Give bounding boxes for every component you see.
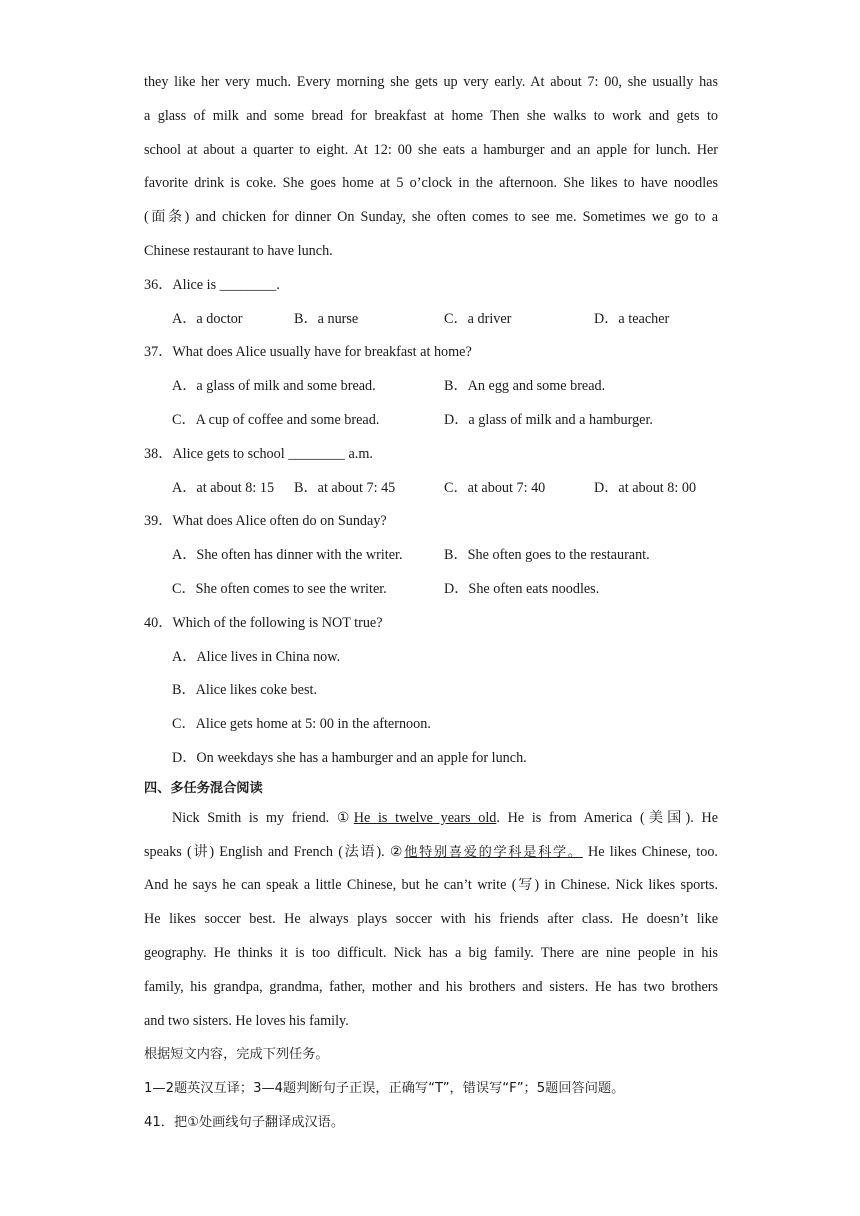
question-36-options <box>144 303 718 337</box>
option-a[interactable]: A．She often has dinner with the writer. <box>172 547 403 564</box>
passage-line: a glass of milk and some bread for breakfast at home Then she walks to work and gets to <box>144 107 718 124</box>
question-39-stem: 39．What does Alice often do on Sunday? <box>144 513 387 530</box>
option-a[interactable]: A．a glass of milk and some bread. <box>172 378 376 395</box>
option-c[interactable]: C．a driver <box>444 310 512 327</box>
option-b[interactable]: B．a nurse <box>294 310 359 327</box>
passage-text: speaks (讲) English and French (法语). ② <box>144 843 405 860</box>
passage-line: school at about a quarter to eight. At 12: 00 she eats a hamburger and an apple for lunch. Her <box>144 141 718 158</box>
underlined-sentence-2: 他特别喜爱的学科是科学。 <box>404 844 583 860</box>
passage-line: He likes soccer best. He always plays soccer with his friends after class. He doesn’t like <box>144 911 718 928</box>
passage-line: family, his grandpa, grandma, father, mother and his brothers and sisters. He has two brothers <box>144 978 718 995</box>
option-d[interactable]: D．at about 8: 00 <box>594 479 697 496</box>
passage-line: and two sisters. He loves his family. <box>144 1012 349 1029</box>
question-41-stem: 41．把①处画线句子翻译成汉语。 <box>144 1114 345 1130</box>
question-39-options-row2 <box>144 573 718 607</box>
section-heading: 四、多任务混合阅读 <box>144 780 263 796</box>
passage-text: . He is from America (美国). He <box>496 809 718 826</box>
passage-line: they like her very much. Every morning she gets up very early. At about 7: 00, she usually has <box>144 74 718 90</box>
question-37-stem: 37．What does Alice usually have for breakfast at home? <box>144 344 472 361</box>
option-b[interactable]: B．at about 7: 45 <box>294 479 396 496</box>
option-d[interactable]: D．On weekdays she has a hamburger and an apple for lunch. <box>172 749 527 766</box>
option-b[interactable]: B．Alice likes coke best. <box>172 682 317 699</box>
passage-line <box>144 836 718 870</box>
instruction-2: 1—2题英汉互译；3—4题判断句子正误，正确写“T”，错误写“F”；5题回答问题。 <box>144 1081 625 1097</box>
option-d[interactable]: D．a glass of milk and a hamburger. <box>444 411 653 428</box>
option-b[interactable]: B．An egg and some bread. <box>444 378 606 395</box>
question-36-stem: 36．Alice is ________. <box>144 276 280 293</box>
question-40-stem: 40．Which of the following is NOT true? <box>144 614 383 631</box>
instruction-1: 根据短文内容，完成下列任务。 <box>144 1047 329 1063</box>
option-a[interactable]: A．a doctor <box>172 310 243 327</box>
question-39-options-row1 <box>144 539 718 573</box>
passage-text: He likes Chinese, too. <box>582 843 718 860</box>
question-37-options-row2 <box>144 404 718 438</box>
passage-line <box>144 802 718 836</box>
question-38-stem: 38．Alice gets to school ________ a.m. <box>144 445 373 462</box>
option-c[interactable]: C．A cup of coffee and some bread. <box>172 411 380 428</box>
option-c[interactable]: C．Alice gets home at 5: 00 in the afternoon. <box>172 716 431 733</box>
option-d[interactable]: D．a teacher <box>594 310 670 327</box>
passage-line: And he says he can speak a little Chinese, but he can’t write (写) in Chinese. Nick likes sports. <box>144 877 718 894</box>
option-c[interactable]: C．at about 7: 40 <box>444 479 546 496</box>
passage-text: Nick Smith is my friend. ① <box>172 809 354 826</box>
option-a[interactable]: A．at about 8: 15 <box>172 479 275 496</box>
question-38-options <box>144 472 718 506</box>
passage-line: favorite drink is coke. She goes home at 5 o’clock in the afternoon. She likes to have noodles <box>144 175 718 192</box>
option-c[interactable]: C．She often comes to see the writer. <box>172 580 387 597</box>
underlined-sentence-1: He is twelve years old <box>353 809 497 826</box>
question-37-options-row1 <box>144 370 718 404</box>
passage-line: geography. He thinks it is too difficult. Nick has a big family. There are nine people in his <box>144 944 718 961</box>
option-b[interactable]: B．She often goes to the restaurant. <box>444 547 650 564</box>
passage-line: (面条) and chicken for dinner On Sunday, she often comes to see me. Sometimes we go to a <box>144 209 718 226</box>
document-page <box>144 66 718 1140</box>
passage-line: Chinese restaurant to have lunch. <box>144 242 333 259</box>
option-a[interactable]: A．Alice lives in China now. <box>172 648 341 665</box>
option-d[interactable]: D．She often eats noodles. <box>444 580 600 597</box>
